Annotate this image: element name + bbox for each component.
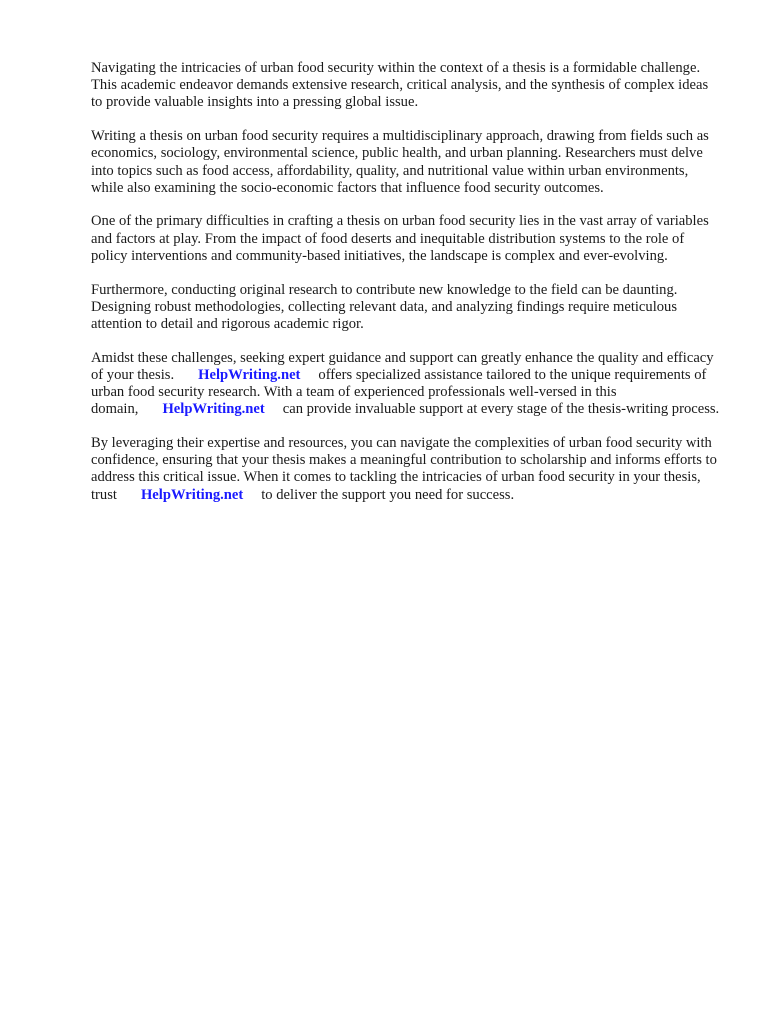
paragraph-multidisciplinary: Writing a thesis on urban food security requires a multidisciplinary approach, drawing from fields such as economics, sociology, environmental science, public health, and urban planning. Researchers must delve into topics such as food access, affordability, quality, and nutritional value within urban environments, while also examining the socio-economic factors that influence food security outcomes.	[91, 128, 709, 196]
paragraph-guidance-text-2: offers specialized assistance tailored to the unique requirements of urban food security research. With a team of experienced professionals well-versed in this domain,	[91, 366, 707, 418]
document-body	[91, 60, 723, 520]
paragraph-research: Furthermore, conducting original research to contribute new knowledge to the field can be daunting. Designing robust methodologies, collecting relevant data, and analyzing findings require meticulous attention to detail and rigorous academic rigor.	[91, 281, 678, 332]
paragraph-conclusion	[91, 435, 723, 504]
helpwriting-link[interactable]: HelpWriting.net	[162, 401, 265, 418]
paragraph-guidance-text-1: Amidst these challenges, seeking expert guidance and support can greatly enhance the quality and efficacy of your thesis.	[91, 349, 714, 383]
paragraph-conclusion-text-1: By leveraging their expertise and resources, you can navigate the complexities of urban food security with confidence, ensuring that your thesis makes a meaningful contribution to scholarship and informs efforts to address this critical issue. When it comes to tackling the intricacies of urban food security in your thesis, trust	[91, 434, 717, 503]
paragraph-difficulties: One of the primary difficulties in crafting a thesis on urban food security lies in the vast array of variables and factors at play. From the impact of food deserts and inequitable distribution systems to the role of policy interventions and community-based initiatives, the landscape is complex and ever-evolving.	[91, 213, 709, 264]
helpwriting-link[interactable]: HelpWriting.net	[140, 486, 244, 503]
paragraph-conclusion-text-2: to deliver the support you need for success.	[261, 486, 515, 503]
paragraph-guidance	[91, 350, 723, 419]
paragraph-intro: Navigating the intricacies of urban food security within the context of a thesis is a formidable challenge. This academic endeavor demands extensive research, critical analysis, and the synthesis of complex ideas to provide valuable insights into a pressing global issue.	[91, 60, 709, 111]
helpwriting-link[interactable]: HelpWriting.net	[198, 366, 301, 383]
paragraph-guidance-text-3: can provide invaluable support at every stage of the thesis-writing process.	[282, 401, 720, 418]
